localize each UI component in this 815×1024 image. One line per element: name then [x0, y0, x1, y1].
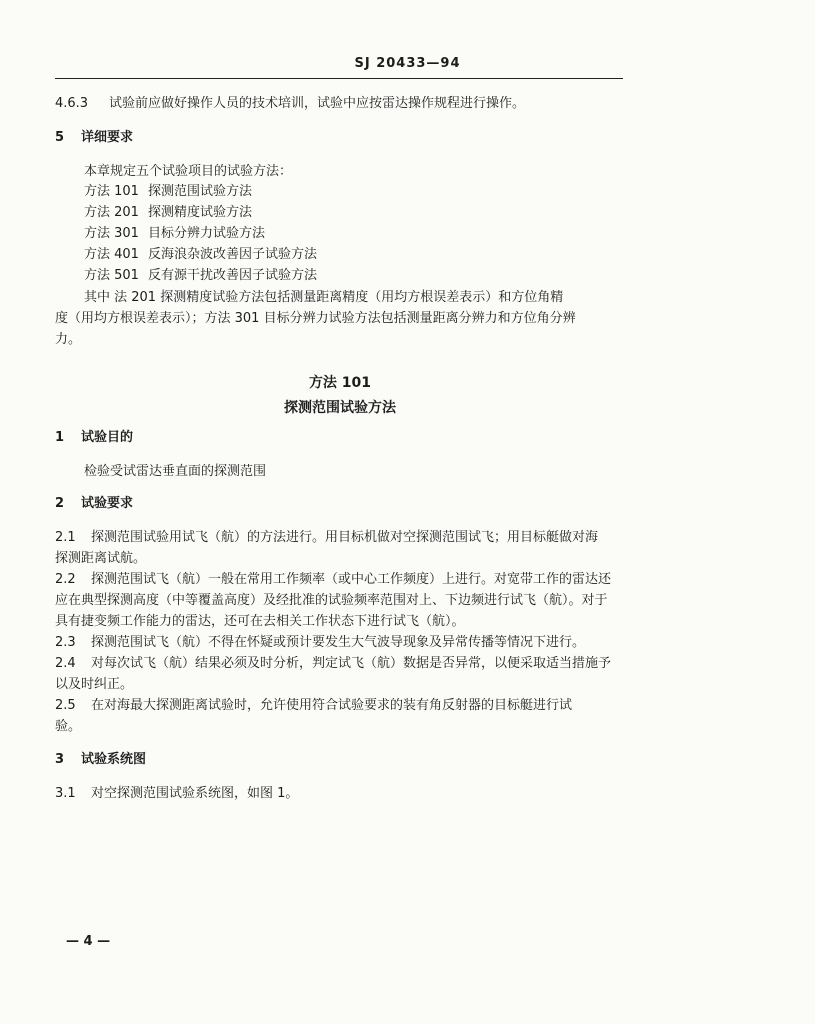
method-name: 探测范围试验方法: [148, 184, 253, 199]
method-number: 方法 301: [84, 226, 139, 241]
clause-line: 探测距离试航。: [55, 551, 147, 566]
method-list-item: [84, 203, 252, 223]
clause-line: 以及时纠正。: [55, 677, 134, 692]
clause-2-3: [55, 633, 585, 653]
note-line: 度（用均方根误差表示）；方法 301 目标分辨力试验方法包括测量距离分辨力和方位角分辨: [55, 311, 576, 326]
method-name: 反有源干扰改善因子试验方法: [148, 268, 318, 283]
page-number: — 4 —: [66, 934, 111, 949]
method-name: 反海浪杂波改善因子试验方法: [148, 247, 318, 262]
clause-line: 探测范围试飞（航）一般在常用工作频率（或中心工作频度）上进行。对宽带工作的雷达还: [91, 572, 612, 587]
section-number: 5: [55, 130, 65, 145]
clause-number: 2.3: [55, 635, 76, 650]
section-5-heading: [55, 128, 133, 148]
clause-line: 对每次试飞（航）结果必须及时分析，判定试飞（航）数据是否异常，以便采取适当措施予: [91, 656, 612, 671]
method-101-subtitle: 探测范围试验方法: [284, 400, 396, 416]
clause-number: 2.4: [55, 656, 76, 671]
clause-2-2: [55, 570, 611, 590]
method-name: 探测精度试验方法: [148, 205, 253, 220]
clause-4-6-3: [55, 94, 525, 114]
method-number: 方法 401: [84, 247, 139, 262]
section-title: 试验要求: [81, 496, 134, 511]
section-title: 试验系统图: [81, 752, 147, 767]
section-number: 2: [55, 496, 65, 511]
section-1-body: 检验受试雷达垂直面的探测范围: [84, 464, 267, 479]
clause-text: 试验前应做好操作人员的技术培训，试验中应按雷达操作规程进行操作。: [109, 96, 526, 111]
section-3-heading: [55, 750, 146, 770]
method-number: 方法 201: [84, 205, 139, 220]
section-title: 详细要求: [81, 130, 134, 145]
clause-2-4: [55, 654, 611, 674]
note-line: 力。: [55, 332, 82, 347]
note-line: 其中 法 201 探测精度试验方法包括测量距离精度（用均方根误差表示）和方位角精: [84, 290, 564, 305]
clause-line: 具有捷变频工作能力的雷达，还可在去相关工作状态下进行试飞（航）。: [55, 614, 465, 629]
clause-number: 2.5: [55, 698, 76, 713]
clause-line: 在对海最大探测距离试验时，允许使用符合试验要求的装有角反射器的目标艇进行试: [91, 698, 573, 713]
method-list-item: [84, 182, 252, 202]
method-list-item: [84, 245, 317, 265]
clause-number: 2.1: [55, 530, 76, 545]
clause-line: 探测范围试飞（航）不得在怀疑或预计要发生大气波导现象及异常传播等情况下进行。: [91, 635, 586, 650]
method-number: 方法 501: [84, 268, 139, 283]
method-list-item: [84, 224, 265, 244]
clause-number: 4.6.3: [55, 96, 89, 111]
section-number: 3: [55, 752, 65, 767]
method-number: 方法 101: [84, 184, 139, 199]
method-101-title: 方法 101: [308, 375, 372, 391]
section-1-heading: [55, 428, 133, 448]
section-title: 试验目的: [81, 430, 134, 445]
clause-2-5: [55, 696, 572, 716]
clause-line: 应在典型探测高度（中等覆盖高度）及经批准的试验频率范围对上、下边频进行试飞（航）。对于: [55, 593, 608, 608]
clause-2-1: [55, 528, 598, 548]
clause-3-1: [55, 784, 298, 804]
clause-number: 3.1: [55, 786, 76, 801]
method-name: 目标分辨力试验方法: [148, 226, 266, 241]
header-rule: [55, 78, 623, 79]
clause-line: 探测范围试验用试飞（航）的方法进行。用目标机做对空探测范围试飞；用目标艇做对海: [91, 530, 599, 545]
document-code-header: SJ 20433—94: [354, 56, 461, 71]
method-list-item: [84, 266, 317, 286]
section-number: 1: [55, 430, 65, 445]
clause-text: 对空探测范围试验系统图，如图 1。: [91, 786, 299, 801]
clause-number: 2.2: [55, 572, 76, 587]
clause-line: 验。: [55, 719, 82, 734]
section-5-intro: 本章规定五个试验项目的试验方法：: [84, 164, 293, 179]
section-2-heading: [55, 494, 133, 514]
